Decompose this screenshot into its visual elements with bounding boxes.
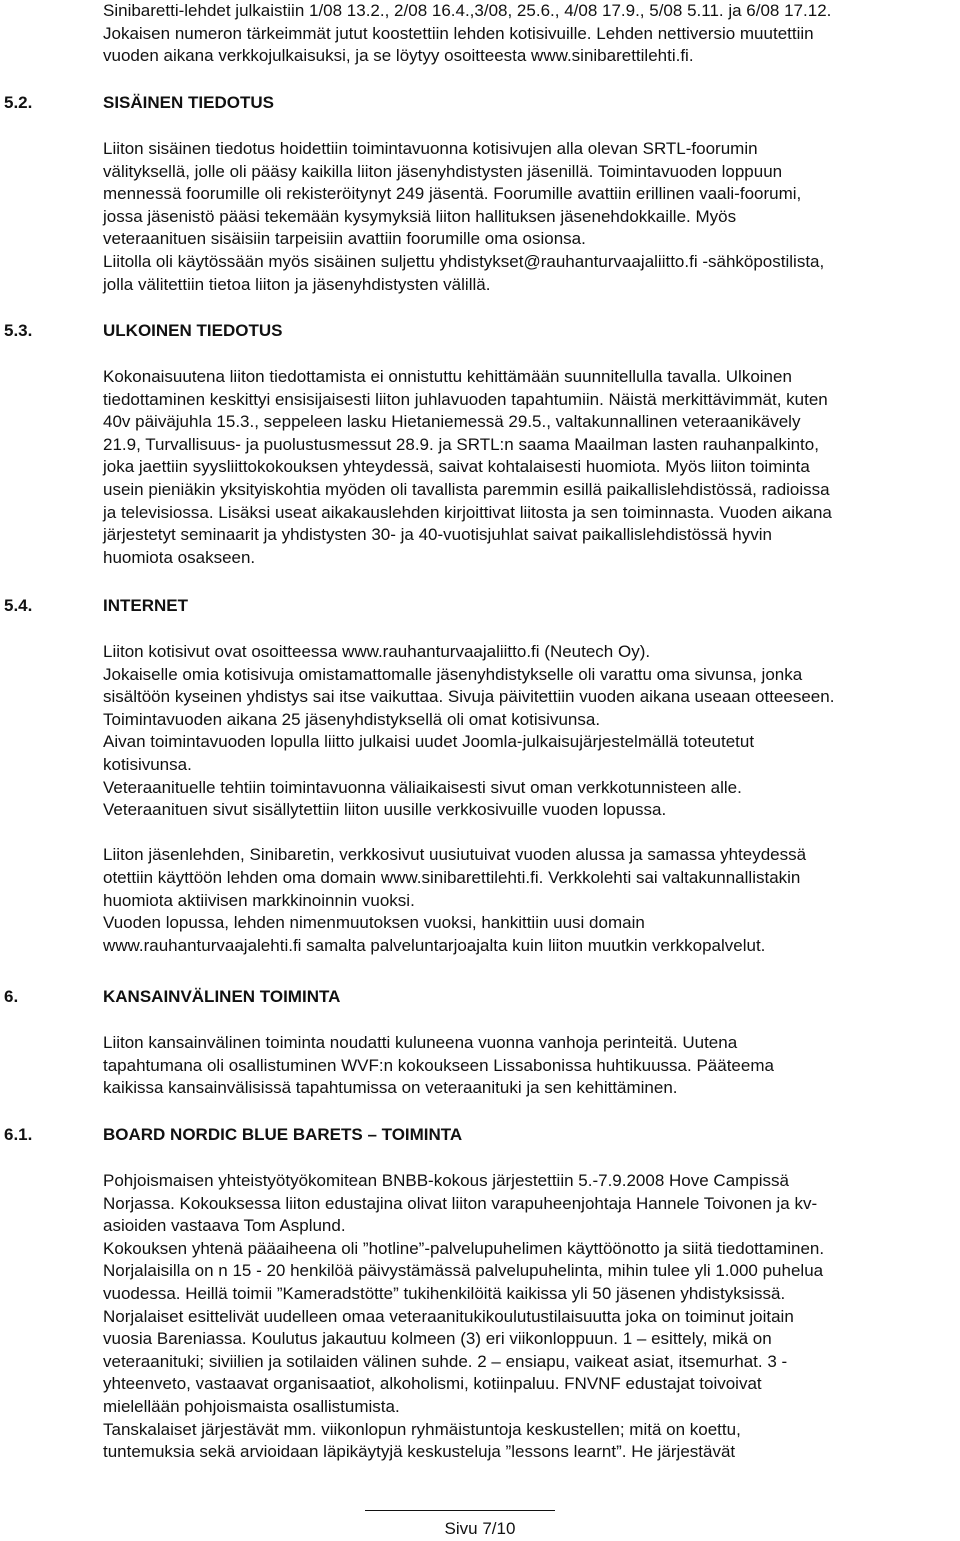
body-line: veteraanituen sisäisiin tarpeisiin avattiin foorumille oma osionsa.: [103, 229, 586, 249]
body-line: usein pieniäkin yksityiskohtia myöden oli tavallista paremmin esillä paikallislehdistössä, radioissa: [103, 479, 830, 499]
section-5-4: [0, 595, 960, 957]
body-line: Veteraanituen sivut sisällytettiin liiton uusille verkkosivuille vuoden lopussa.: [103, 800, 667, 820]
section-heading: [0, 1124, 960, 1148]
section-number: 5.4.: [4, 596, 33, 615]
body-line: mennessä foorumille oli rekisteröitynyt 249 jäsentä. Foorumille avattiin erillinen vaali-foorumi,: [103, 184, 802, 204]
body-line: Kokouksen yhtenä pääaiheena oli ”hotline”-palvelupuhelimen käyttöönotto ja siitä tiedottaminen.: [103, 1238, 825, 1258]
body-line: joka jaettiin syysliittokokouksen yhteydessä, saivat kohtalaisesti huomiota. Myös liiton toiminta: [103, 457, 810, 477]
section-heading: [0, 986, 960, 1010]
blank-line: [103, 822, 943, 845]
body-line: www.rauhanturvaajalehti.fi samalta palveluntarjoajalta kuin liiton muutkin verkkopalvelut.: [103, 935, 766, 955]
body-line: Kokonaisuutena liiton tiedottamista ei onnistuttu kehittämään suunnitellulla tavalla. Ulkoinen: [103, 367, 792, 386]
section-title: INTERNET: [103, 596, 188, 615]
intro-paragraph: [103, 0, 948, 68]
body-line: Norjalaiset esittelivät uudelleen omaa veteraanitukikoulutustilaisuutta joka on toiminut joitain: [103, 1306, 794, 1326]
section-number: 6.: [4, 987, 19, 1006]
body-line: otettiin käyttöön lehden oma domain www.sinibarettilehti.fi. Verkkolehti sai valtakunnallistakin: [103, 867, 801, 887]
section-6-1: [0, 1124, 960, 1464]
section-heading: [0, 320, 960, 344]
body-line: järjestetyt seminaarit ja yhdistysten 30- ja 40-vuotisjuhlat saivat paikallislehdistössä hyvin: [103, 525, 772, 545]
section-heading: [0, 92, 960, 116]
footer-rule: [365, 1510, 555, 1511]
body-line: kaikissa kansainvälisissä tapahtumissa on veteraanituki ja sen kehittäminen.: [103, 1078, 678, 1098]
body-line: jolla välitettiin tietoa liiton ja jäsenyhdistysten välillä.: [103, 274, 491, 294]
body-line: vuosia Bareniassa. Koulutus jakautuu kolmeen (3) eri viikonloppuun. 1 – esittely, mikä on: [103, 1329, 772, 1349]
section-number: 6.1.: [4, 1125, 33, 1144]
intro-line: Jokaisen numeron tärkeimmät jutut koostettiin lehden kotisivuille. Lehden nettiversio muutettiin: [103, 23, 814, 43]
intro-line: vuoden aikana verkkojulkaisuksi, ja se löytyy osoitteesta www.sinibarettilehti.fi.: [103, 46, 694, 66]
body-line: yhteenveto, vastaavat organisaatiot, alkoholismi, kotiinpaluu. FNVNF edustajat toivoivat: [103, 1374, 762, 1394]
body-line: Liiton sisäinen tiedotus hoidettiin toimintavuonna kotisivujen alla olevan SRTL-foorumin: [103, 139, 758, 158]
section-body: [103, 366, 943, 569]
body-line: Pohjoismaisen yhteistyötyökomitean BNBB-kokous järjestettiin 5.-7.9.2008 Hove Campissä: [103, 1171, 789, 1190]
body-line: ja televisiossa. Lisäksi useat aikakauslehden kirjoittivat liitosta ja sen toiminnasta. Vuoden aikana: [103, 502, 832, 522]
body-line: Aivan toimintavuoden lopulla liitto julkaisi uudet Joomla-julkaisujärjestelmällä toteutetut: [103, 732, 755, 752]
body-line: Tanskalaiset järjestävät mm. viikonlopun ryhmäistuntoja keskustellen; mitä on koettu,: [103, 1419, 741, 1439]
section-title: BOARD NORDIC BLUE BARETS – TOIMINTA: [103, 1125, 463, 1144]
body-line: Liiton kansainvälinen toiminta noudatti kuluneena vuonna vanhoja perinteitä. Uutena: [103, 1033, 738, 1052]
body-line: huomiota osakseen.: [103, 547, 256, 567]
body-line: Liiton kotisivut ovat osoitteessa www.rauhanturvaajaliitto.fi (Neutech Oy).: [103, 642, 651, 661]
body-line: Toimintavuoden aikana 25 jäsenyhdistyksellä oli omat kotisivunsa.: [103, 709, 601, 729]
body-line: sisältöön kyseinen yhdistys sai itse vaikuttaa. Sivuja päivitettiin vuoden aikana useaan otteeseen.: [103, 687, 835, 707]
body-line: Vuoden lopussa, lehden nimenmuutoksen vuoksi, hankittiin uusi domain: [103, 913, 645, 933]
section-6: [0, 986, 960, 1100]
body-line: mielellään pohjoismaista osallistumista.: [103, 1396, 400, 1416]
body-line: tiedottaminen keskittyi ensisijaisesti liiton juhlavuoden tapahtumiin. Näistä merkittävimmät, kuten: [103, 389, 828, 409]
section-body: [103, 641, 943, 957]
body-line: veteraanituki; siviilien ja sotilaiden välinen suhde. 2 – ensiapu, vaikeat asiat, itsemurhat. 3 -: [103, 1351, 788, 1371]
body-line: jossa jäsenistö pääsi tekemään kysymyksiä liiton hallituksen jäsenehdokkaille. Myös: [103, 206, 737, 226]
section-title: KANSAINVÄLINEN TOIMINTA: [103, 987, 341, 1006]
body-line: 40v päiväjuhla 15.3., seppeleen lasku Hietaniemessä 29.5., valtakunnallinen veteraanikävely: [103, 412, 801, 432]
body-line: tuntemuksia sekä arvioidaan läpikäytyjä keskusteluja ”lessons learnt”. He järjestävät: [103, 1442, 736, 1462]
body-line: Norjalaisilla on n 15 - 20 henkilöä päivystämässä palvelupuhelinta, mihin tulee yli 1.000 puhelua: [103, 1261, 824, 1281]
body-line: Liitolla oli käytössään myös sisäinen suljettu yhdistykset@rauhanturvaajaliitto.fi -sähköpostilista,: [103, 251, 825, 271]
section-body: [103, 1170, 943, 1464]
section-5-2: [0, 92, 960, 296]
body-line: vuodessa. Heillä toimii ”Kameradstötte” tukihenkilöitä kaikissa yli 50 jäsenen yhdistyksissä.: [103, 1283, 786, 1303]
section-title: SISÄINEN TIEDOTUS: [103, 93, 274, 112]
body-line: Veteraanituelle tehtiin toimintavuonna väliaikaisesti sivut oman verkkotunnisteen alle.: [103, 777, 742, 797]
body-line: Liiton jäsenlehden, Sinibaretin, verkkosivut uusiutuivat vuoden alussa ja samassa yhteydessä: [103, 845, 807, 865]
section-5-3: [0, 320, 960, 569]
intro-line: Sinibaretti-lehdet julkaistiin 1/08 13.2., 2/08 16.4.,3/08, 25.6., 4/08 17.9., 5/08 5.11. ja 6/08 17.12.: [103, 1, 832, 20]
section-number: 5.3.: [4, 321, 33, 340]
body-line: 21.9, Turvallisuus- ja puolustusmessut 28.9. ja SRTL:n saama Maailman lasten rauhanpalkinto,: [103, 434, 819, 454]
body-line: kotisivunsa.: [103, 754, 192, 774]
body-line: Norjassa. Kokouksessa liiton edustajina olivat liiton varapuheenjohtaja Hannele Toivonen ja kv-: [103, 1193, 818, 1213]
section-heading: [0, 595, 960, 619]
body-line: välityksellä, jolle oli pääsy kaikilla liiton jäsenyhdistysten jäsenillä. Toimintavuoden loppuun: [103, 161, 783, 181]
page-number: Sivu 7/10: [444, 1519, 516, 1538]
body-line: asioiden vastaava Tom Asplund.: [103, 1216, 346, 1236]
section-title: ULKOINEN TIEDOTUS: [103, 321, 283, 340]
body-line: huomiota aktiivisen markkinoinnin vuoksi.: [103, 890, 415, 910]
section-body: [103, 138, 943, 296]
section-number: 5.2.: [4, 93, 33, 112]
body-line: tapahtumana oli osallistuminen WVF:n kokoukseen Lissabonissa huhtikuussa. Pääteema: [103, 1055, 774, 1075]
section-body: [103, 1032, 943, 1100]
body-line: Jokaiselle omia kotisivuja omistamattomalle jäsenyhdistykselle oli varattu oma sivunsa, jonka: [103, 664, 803, 684]
